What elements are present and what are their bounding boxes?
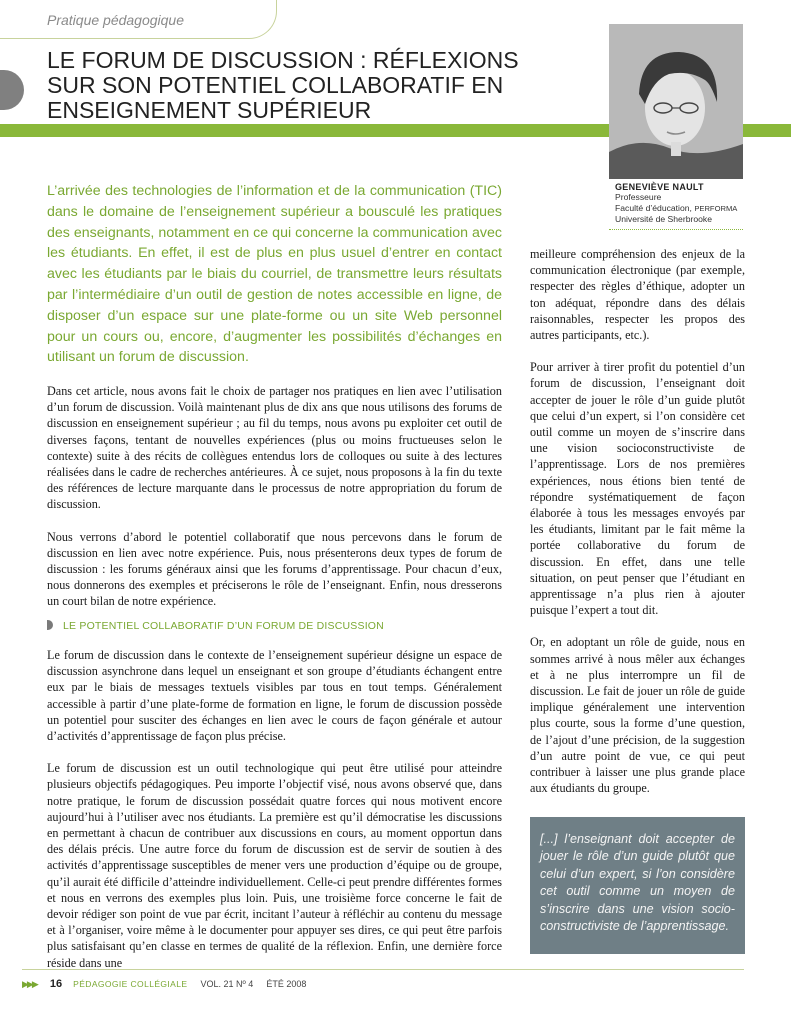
page-number: 16 bbox=[49, 978, 63, 990]
author-affiliation-line bbox=[615, 203, 743, 214]
body-paragraph: Pour arriver à tirer profit du potentiel d’un forum de discussion, l’enseignant doit accepter de jouer le rôle d’un guide plutôt que celui d’un expert, si l’on considère cet outil comme un moyen de s’inscrire dans une vision socioconstructiviste de l’apprentissage. Lors de nos premières expériences, nous étions bien tenté de répondre systématiquement de façon élaborée à tous les messages envoyés par les étudiants, limitant par le fait même la portée collaborative du forum de discussion. En effet, dans une telle situation, on peut penser que l’étudiant en apprentissage n’a plus rien à ajouter puisque l’expert a tout dit. bbox=[530, 360, 745, 618]
author-divider bbox=[609, 229, 743, 230]
section-heading bbox=[47, 620, 384, 632]
footer-divider bbox=[22, 969, 744, 970]
body-paragraph: Or, en adoptant un rôle de guide, nous en sommes arrivé à nous mêler aux échanges et à ne plus interrompre un fil de discussion. Le fait de jouer un rôle de guide implique généralement une intervention plus courte, sous la forme d’une question, de l’ajout d’une précision, de la suggestion d’un autre point de vue, ce qui peut contribuer à laisser une plus grande place aux étudiants du groupe. bbox=[530, 635, 745, 796]
author-name: GENEVIÈVE NAULT bbox=[615, 182, 704, 192]
lead-paragraph: L’arrivée des technologies de l’information et de la communication (TIC) dans le domaine de l’enseignement supérieur a bousculé les pratiques des enseignants, notamment en ce qui concerne la communication avec les étudiants. En effet, il est de plus en plus usuel d’entrer en contact avec les étudiants par le biais du courriel, de transmettre leurs résultats par l’intermédiaire d’un outil de gestion de notes accessible en ligne, de disposer d’un espace sur une plate-forme ou un site Web personnel pour un cours ou, encore, d’augmenter les possibilités d’échanges en utilisant un forum de discussion. bbox=[47, 183, 502, 366]
body-paragraph: Nous verrons d’abord le potentiel collaboratif que nous percevons dans le forum de discussion en lien avec notre expérience. Puis, nous présenterons deux types de forum de discussion : les forums généraux ainsi que les forums d’apprentissage. Pour chacun d’eux, nous donnerons des exemples et préciserons le rôle de l’enseignant. Enfin, nous dresserons un court bilan de notre expérience. bbox=[47, 529, 502, 609]
body-paragraph: Dans cet article, nous avons fait le choix de partager nos pratiques en lien avec l’utilisation d’un forum de discussion. Voilà maintenant plus de dix ans que nous utilisons des forums de discussion en enseignement supérieur ; au fil du temps, nous avons pu exploiter cet outil de diverses façons, tentant de nouvelles expériences (plus ou moins fructueuses selon le contexte) suite à des récits de collègues entendus lors de colloques ou suite à des lectures réalisées dans le cadre de recherches antérieures. À ce sujet, nous proposons à la fin du texte des références de lecture marquante dans le processus de notre appropriation du forum de discussion. bbox=[47, 384, 502, 512]
section-heading-text: LE POTENTIEL COLLABORATIF D’UN FORUM DE DISCUSSION bbox=[63, 620, 384, 632]
journal-season: ÉTÉ 2008 bbox=[266, 979, 307, 989]
body-paragraph: meilleure compréhension des enjeux de la communication électronique (par exemple, respecter des règles d’éthique, adopter un ton adéquat, répondre dans des délais raisonnables, respecter les propos des autres participants, etc.). bbox=[530, 247, 745, 343]
author-portrait bbox=[609, 24, 743, 179]
author-program: PERFORMA bbox=[694, 204, 738, 213]
pull-quote bbox=[530, 817, 745, 954]
right-column bbox=[530, 246, 745, 797]
author-info bbox=[609, 182, 743, 230]
author-role: Professeure bbox=[615, 192, 662, 202]
footer-arrows-icon: ▶▶▶ bbox=[22, 979, 37, 989]
body-paragraph: Le forum de discussion est un outil technologique qui peut être utilisé pour atteindre plusieurs objectifs pédagogiques. Peu importe l’objectif visé, nous avons observé que, dans notre pratique, le forum de discussion possédait quatre forces qui nous motivent encore aujourd’hui à l’utiliser avec nos étudiants. La première est qu’il démocratise les discussions en permettant à chacun de contribuer aux discussions en cours, au moment opportun dans des délais précis. Une autre force du forum de discussion est de servir de soutien à des activités d’apprentissage susceptibles de mener vers une production d’équipe ou de groupe, qu’il aurait été difficile d’atteindre individuellement. Celle-ci peut prendre différentes formes et nous en verrons des exemples plus loin. Puis, une troisième force concerne le fait de devoir rédiger son point de vue par écrit, incitant l’auteur à réfléchir au contenu du message et à l’organiser, voire même à le documenter pour appuyer ses dires, ce qui peut être parfois plus satisfaisant qu’en classe en termes de qualité de la réflexion. Enfin, une dernière force réside dans une bbox=[47, 761, 502, 970]
left-column-intro bbox=[47, 383, 502, 610]
left-column-section bbox=[47, 647, 502, 971]
journal-name: PÉDAGOGIE COLLÉGIALE bbox=[73, 979, 188, 989]
section-label: Pratique pédagogique bbox=[47, 12, 185, 28]
title-marker-icon bbox=[0, 70, 24, 110]
portrait-photo-icon bbox=[609, 24, 743, 179]
article-title: LE FORUM DE DISCUSSION : RÉFLEXIONS SUR SON POTENTIEL COLLABORATIF EN ENSEIGNEMENT SUPÉRIEUR bbox=[47, 47, 519, 123]
body-paragraph: Le forum de discussion dans le contexte de l’enseignement supérieur désigne un espace de discussion asynchrone dans lequel un enseignant et son groupe d’étudiants échangent entre eux par le biais de messages textuels visibles par tous en tout temps. Généralement accessible à partir d’une plate-forme de formation en ligne, le forum de discussion possède un potentiel pour susciter des échanges en lien avec le cours de façon générale et autour d’activités d’apprentissage de façon plus précise. bbox=[47, 648, 502, 744]
author-university: Université de Sherbrooke bbox=[615, 214, 712, 224]
pull-quote-text: [...] l’enseignant doit accepter de jouer le rôle d’un guide plutôt que celui d’un expert, si l’on considère cet outil comme un moyen de s’inscrire dans une vision socio-constructiviste de l’apprentissage. bbox=[540, 832, 735, 934]
heading-marker-icon bbox=[47, 620, 53, 630]
page-footer bbox=[22, 978, 306, 990]
journal-volume: VOL. 21 Nº 4 bbox=[200, 979, 254, 989]
author-affiliation: Faculté d’éducation, bbox=[615, 203, 692, 213]
